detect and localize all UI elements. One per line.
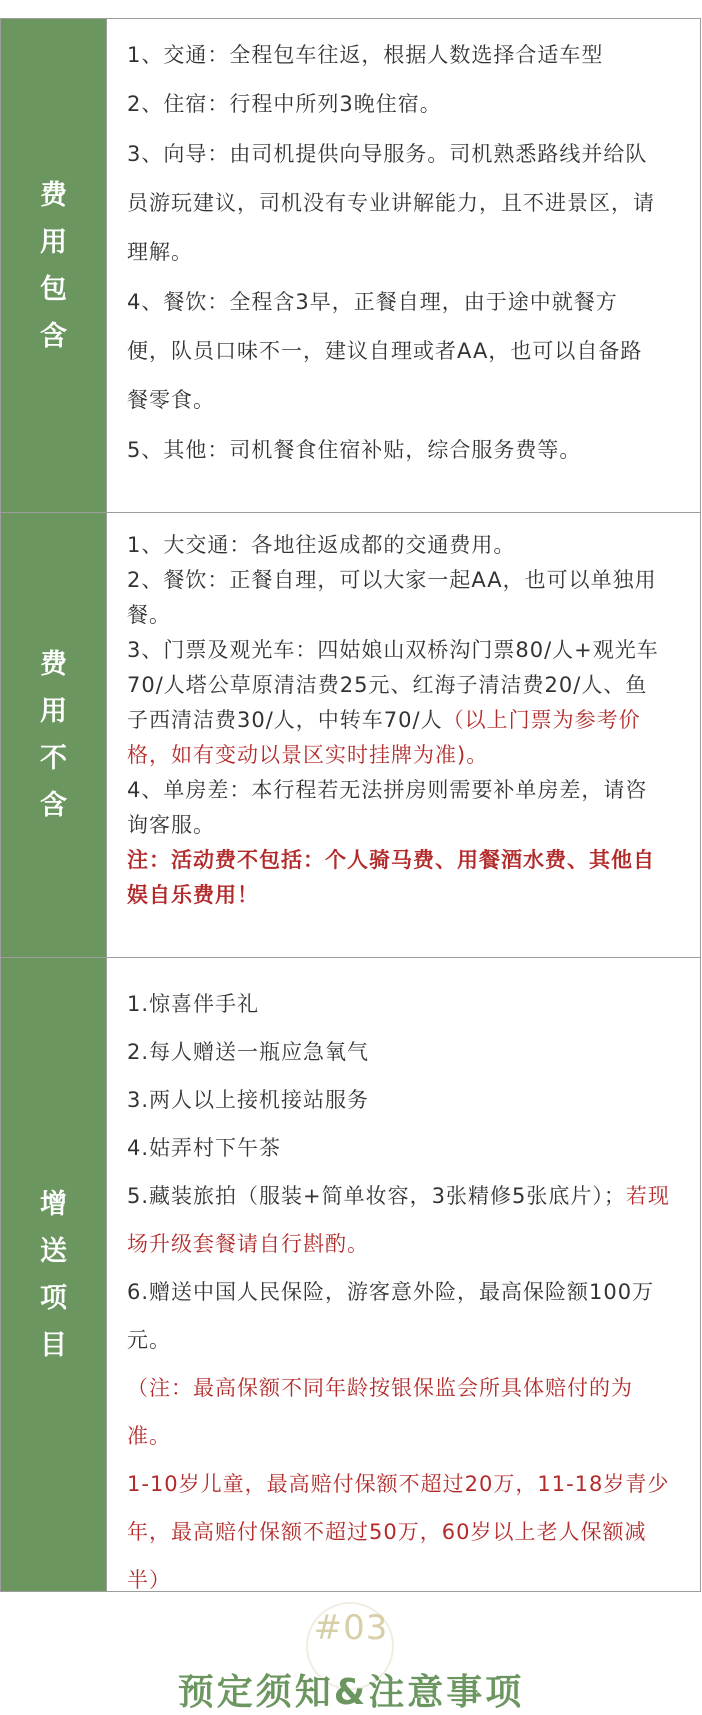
price-note: （以上门票为参考价 <box>442 708 641 732</box>
insurance-note: 半） <box>127 1568 171 1592</box>
label-char: 含 <box>40 320 67 352</box>
text-line: 2、餐饮：正餐自理，可以大家一起AA，也可以单独用 <box>127 568 657 592</box>
text-line: 6.赠送中国人民保险，游客意外险，最高保险额100万 <box>127 1280 655 1304</box>
insurance-note: 年，最高赔付保额不超过50万，60岁以上老人保额减 <box>127 1520 647 1544</box>
text-line: 70/人塔公草原清洁费25元、红海子清洁费20/人、鱼 <box>127 673 648 697</box>
text-line: 1.惊喜伴手礼 <box>127 992 260 1016</box>
label-char: 费 <box>40 649 67 680</box>
activity-note: 注：活动费不包括：个人骑马费、用餐酒水费、其他自 <box>127 848 655 872</box>
text-line: 餐。 <box>127 603 171 627</box>
text-line: 元。 <box>127 1328 171 1352</box>
text-line: 4、餐饮：全程含3早，正餐自理，由于途中就餐方 <box>127 290 618 314</box>
label-char: 不 <box>40 743 67 774</box>
label-char: 项 <box>40 1282 67 1314</box>
section-title: 预定须知&注意事项 <box>177 1672 525 1713</box>
label-char: 送 <box>40 1235 67 1267</box>
text-line <box>127 1180 670 1210</box>
text-line: 3、向导：由司机提供向导服务。司机熟悉路线并给队 <box>127 142 648 166</box>
insurance-note: 准。 <box>127 1424 171 1448</box>
text-line: 便，队员口味不一，建议自理或者AA，也可以自备路 <box>127 339 643 363</box>
text-line <box>127 704 641 734</box>
price-note-line: 格，如有变动以景区实时挂牌为准)。 <box>127 743 489 767</box>
label-char: 用 <box>40 696 67 727</box>
label-char: 含 <box>40 790 67 821</box>
upgrade-note-line: 场升级套餐请自行斟酌。 <box>127 1232 369 1256</box>
fee-included-row <box>0 18 701 512</box>
text-line: 5、其他：司机餐食住宿补贴，综合服务费等。 <box>127 438 582 462</box>
text-line: 员游玩建议，司机没有专业讲解能力，且不进景区，请 <box>127 191 655 215</box>
text-segment: 5.藏装旅拍（服装+简单妆容，3张精修5张底片）； <box>127 1184 626 1208</box>
label-char: 目 <box>40 1329 67 1361</box>
section-header <box>0 1592 702 1713</box>
label-char: 包 <box>40 273 67 305</box>
text-line: 4、单房差：本行程若无法拼房则需要补单房差，请咨 <box>127 778 648 802</box>
activity-note: 娱自乐费用！ <box>127 883 259 907</box>
bonus-items-row <box>0 957 701 1592</box>
text-line: 1、交通：全程包车往返，根据人数选择合适车型 <box>127 43 604 67</box>
text-line: 餐零食。 <box>127 388 215 412</box>
fee-excluded-label <box>1 513 107 957</box>
text-line: 理解。 <box>127 240 193 264</box>
section-number: #03 <box>313 1608 389 1648</box>
label-char: 增 <box>40 1188 67 1220</box>
bonus-items-label <box>1 958 107 1591</box>
text-line: 2.每人赠送一瓶应急氧气 <box>127 1040 370 1064</box>
text-line: 4.姑弄村下午茶 <box>127 1136 282 1160</box>
fee-excluded-row <box>0 512 701 957</box>
text-segment: 子西清洁费30/人，中转车70/人 <box>127 708 443 732</box>
text-line: 询客服。 <box>127 813 215 837</box>
text-line: 2、住宿：行程中所列3晚住宿。 <box>127 92 442 116</box>
text-line: 1、大交通：各地往返成都的交通费用。 <box>127 533 516 557</box>
label-char: 费 <box>40 179 67 211</box>
label-char: 用 <box>40 226 67 258</box>
insurance-note: （注：最高保额不同年龄按银保监会所具体赔付的为 <box>127 1376 633 1400</box>
text-line: 3、门票及观光车：四姑娘山双桥沟门票80/人+观光车 <box>127 638 659 662</box>
fee-included-label <box>1 19 107 512</box>
insurance-note: 1-10岁儿童，最高赔付保额不超过20万，11-18岁青少 <box>127 1472 670 1496</box>
upgrade-note: 若现 <box>625 1184 670 1208</box>
text-line: 3.两人以上接机接站服务 <box>127 1088 370 1112</box>
